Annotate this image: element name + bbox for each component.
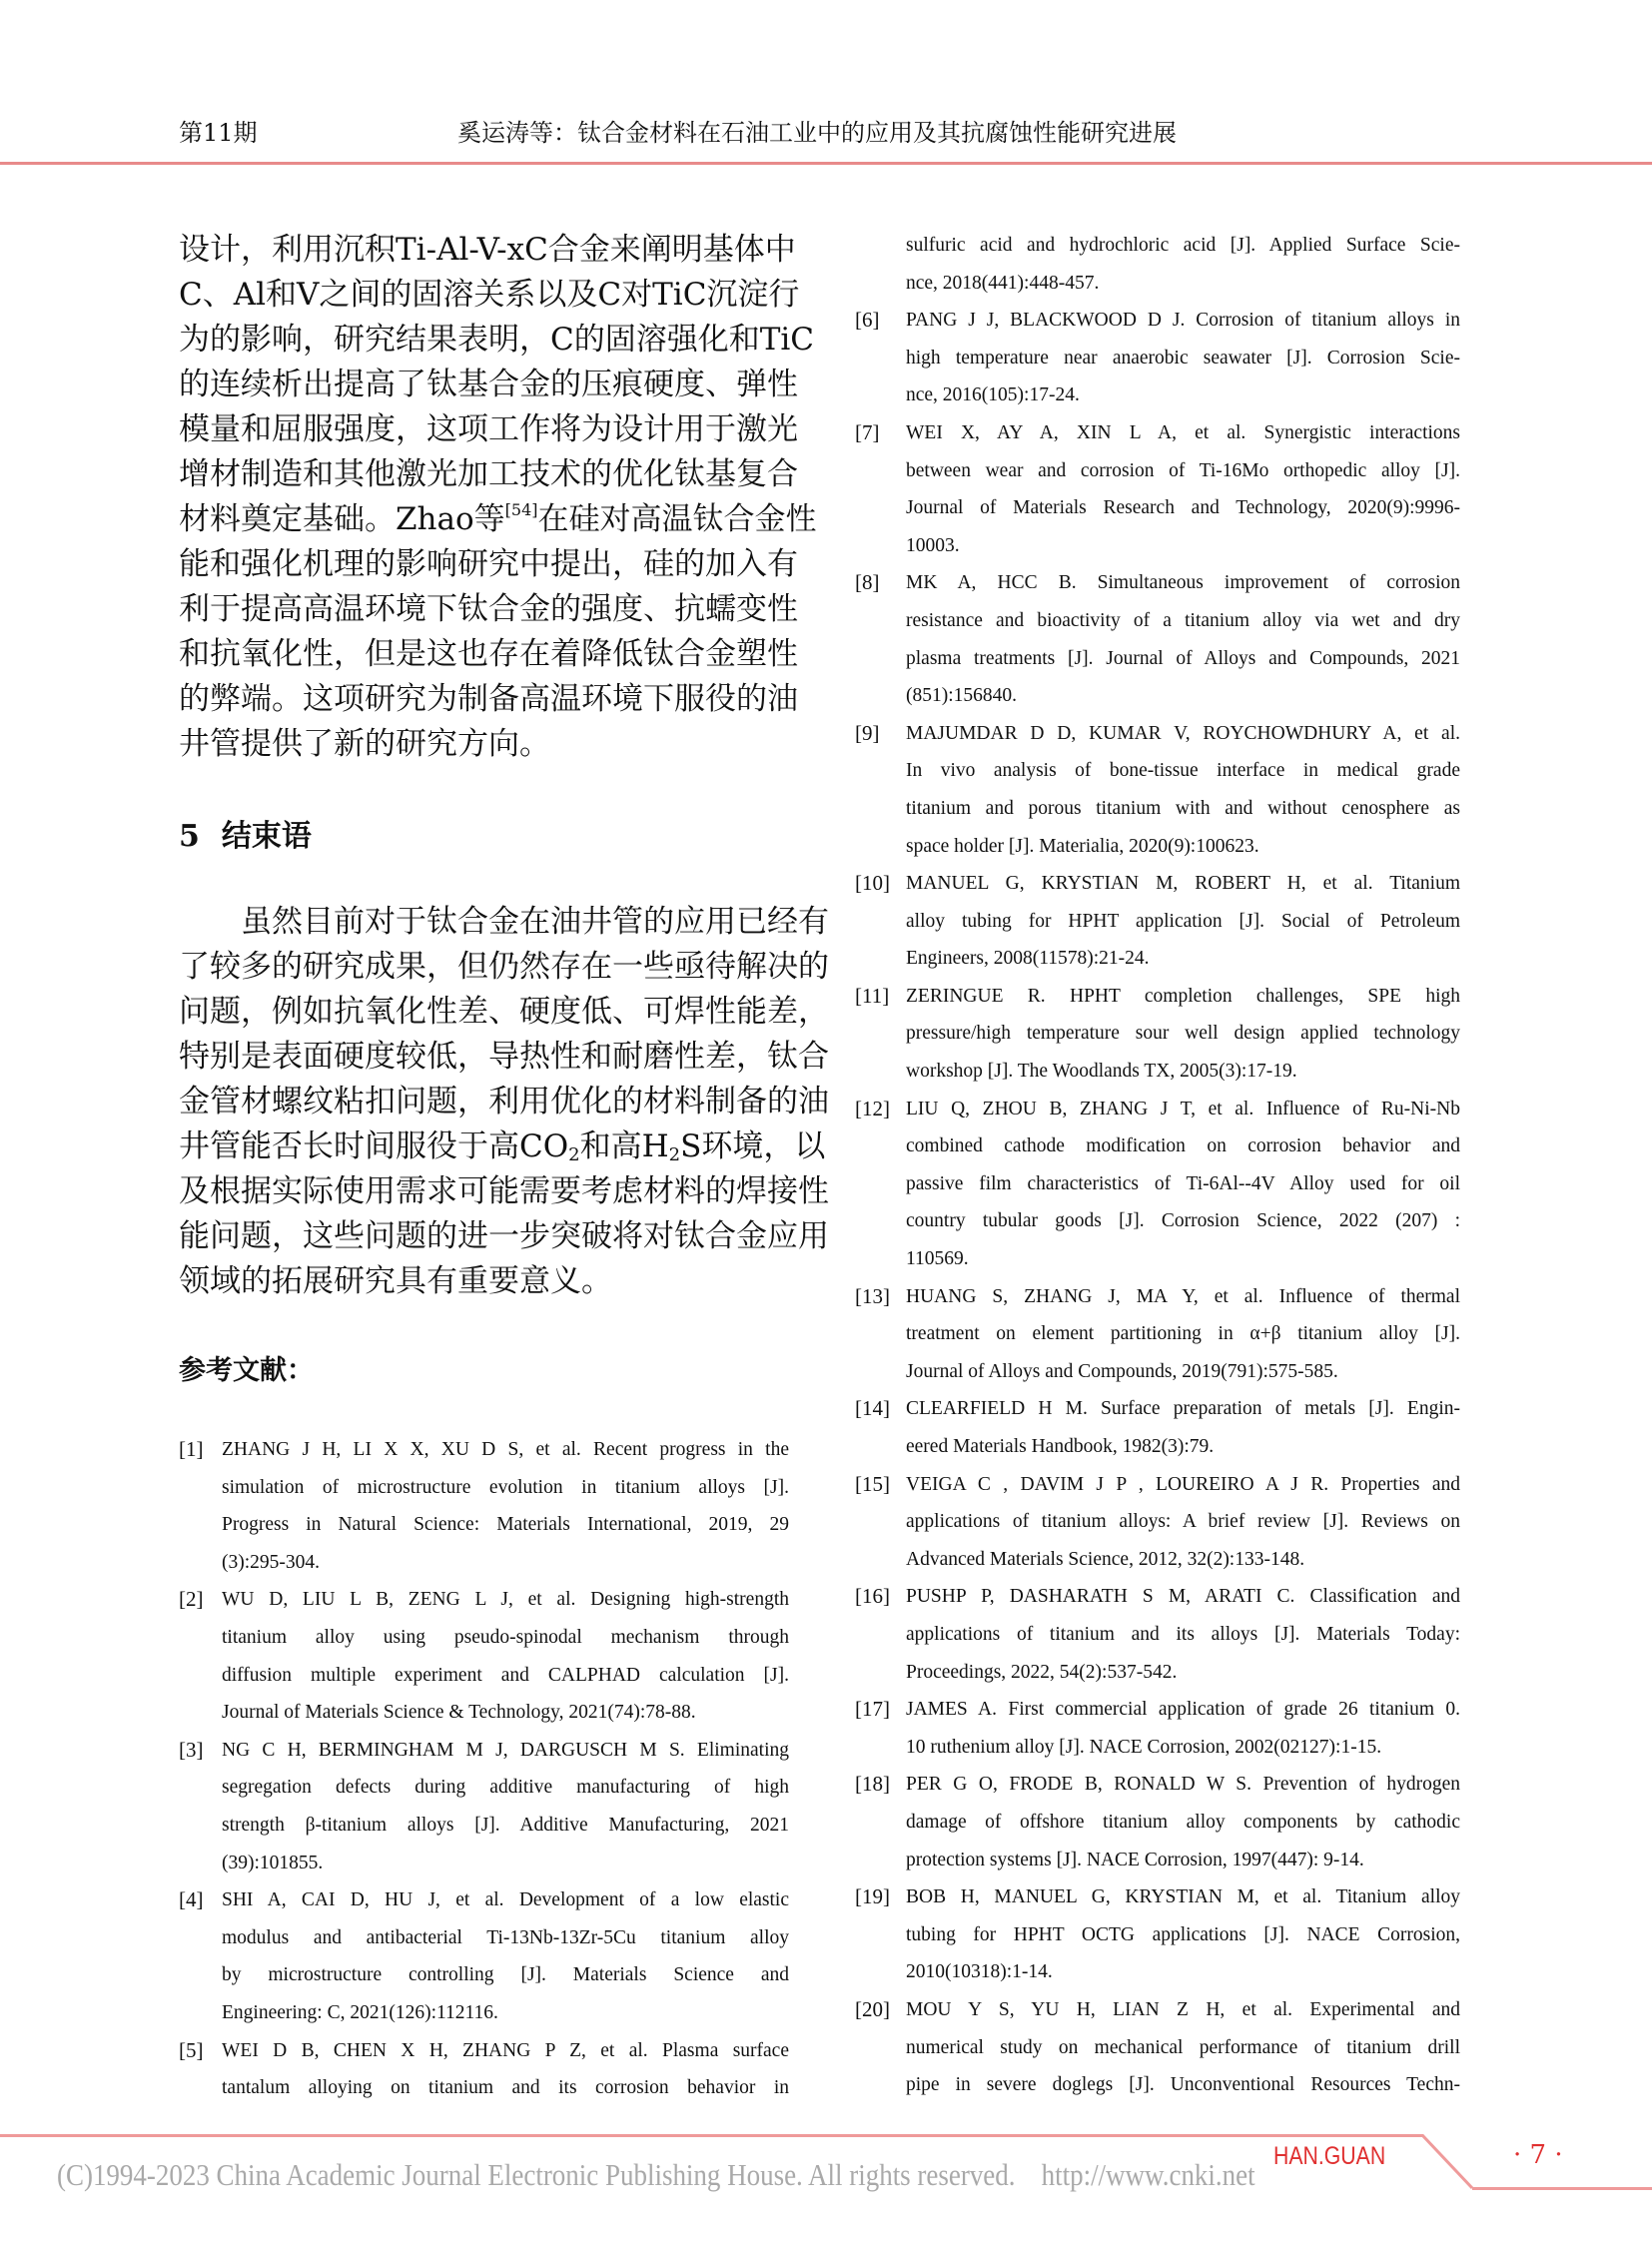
text-segment: 材料奠定基础。Zhao等: [179, 501, 505, 537]
reference-line: WU D, LIU L B, ZENG L J, et al. Designing high-strength: [222, 1589, 789, 1611]
text-line: 增材制造和其他激光加工技术的优化钛基复合: [179, 456, 798, 492]
reference-number: [17]: [855, 1697, 890, 1722]
reference-number: [4]: [179, 1887, 204, 1912]
reference-line: between wear and corrosion of Ti-16Mo orthopedic alloy [J].: [906, 459, 1460, 481]
reference-item: [855, 302, 1460, 414]
reference-line: applications of titanium and its alloys [J]. Materials Today:: [906, 1623, 1460, 1645]
reference-line: treatment on element partitioning in α+β titanium alloy [J].: [906, 1323, 1460, 1345]
footer-divider: [0, 2134, 1423, 2137]
reference-line: nce, 2018(441):448-457.: [906, 272, 1100, 294]
reference-line: Progress in Natural Science: Materials International, 2019, 29: [222, 1514, 789, 1536]
reference-line: LIU Q, ZHOU B, ZHANG J T, et al. Influence of Ru-Ni-Nb: [906, 1098, 1460, 1120]
reference-line: resistance and bioactivity of a titanium alloy via wet and dry: [906, 609, 1460, 631]
section-number: 5: [179, 819, 200, 854]
text-line: 能和强化机理的影响研究中提出，硅的加入有: [179, 546, 798, 582]
reference-line: country tubular goods [J]. Corrosion Science, 2022 (207) :: [906, 1210, 1460, 1232]
text-line: 问题，例如抗氧化性差、硬度低、可焊性能差，: [179, 994, 829, 1030]
reference-line: alloy tubing for HPHT application [J]. Social of Petroleum: [906, 910, 1460, 932]
watermark-logo: HAN.GUAN: [1273, 2142, 1386, 2170]
reference-line: HUANG S, ZHANG J, MA Y, et al. Influence of thermal: [906, 1285, 1460, 1307]
reference-number: [14]: [855, 1396, 890, 1421]
reference-line: VEIGA C , DAVIM J P , LOUREIRO A J R. Properties and: [906, 1473, 1460, 1495]
reference-line: sulfuric acid and hydrochloric acid [J]. Applied Surface Scie-: [906, 235, 1460, 256]
reference-line: Advanced Materials Science, 2012, 32(2):133-148.: [906, 1548, 1305, 1570]
reference-line: MOU Y S, YU H, LIAN Z H, et al. Experimental and: [906, 1998, 1460, 2020]
reference-line: damage of offshore titanium alloy components by cathodic: [906, 1811, 1460, 1833]
running-header-issue: 第11期: [179, 119, 258, 147]
reference-number: [5]: [179, 2037, 204, 2062]
text-line: 的弊端。这项研究为制备高温环境下服役的油: [179, 681, 798, 717]
reference-number: [18]: [855, 1772, 890, 1797]
reference-line: 2010(10318):1-14.: [906, 1961, 1053, 1983]
text-segment: S环境，以: [680, 1128, 826, 1164]
reference-line: titanium and porous titanium with and without cenosphere as: [906, 797, 1460, 819]
reference-line: modulus and antibacterial Ti-13Nb-13Zr-5Cu titanium alloy: [222, 1926, 789, 1948]
references-list-left: [179, 1431, 789, 2107]
reference-number: [7]: [855, 419, 880, 444]
reference-line: ZERINGUE R. HPHT completion challenges, SPE high: [906, 985, 1460, 1007]
text-line: 能问题，这些问题的进一步突破将对钛合金应用: [179, 1218, 829, 1254]
reference-line: combined cathode modification on corrosion behavior and: [906, 1135, 1460, 1157]
reference-number: [3]: [179, 1737, 204, 1762]
text-line: 设计，利用沉积Ti-Al-V-xC合金来阐明基体中: [179, 232, 796, 268]
reference-line: numerical study on mechanical performance of titanium drill: [906, 2036, 1460, 2058]
reference-number: [13]: [855, 1283, 890, 1308]
reference-line: 10003.: [906, 534, 960, 556]
reference-line: Engineers, 2008(11578):21-24.: [906, 948, 1150, 970]
reference-item: [855, 1691, 1460, 1766]
reference-line: nce, 2016(105):17-24.: [906, 384, 1080, 406]
text-line: C、Al和V之间的固溶关系以及C对TiC沉淀行: [179, 277, 800, 313]
text-segment: 在硅对高温钛合金性: [537, 501, 817, 537]
reference-line: diffusion multiple experiment and CALPHAD calculation [J].: [222, 1664, 789, 1686]
reference-number: [2]: [179, 1587, 204, 1612]
reference-line: Journal of Materials Science & Technology, 2021(74):78-88.: [222, 1702, 696, 1724]
reference-line: applications of titanium alloys: A brief review [J]. Reviews on: [906, 1511, 1460, 1533]
text-line: 特别是表面硬度较低，导热性和耐磨性差，钛合: [179, 1039, 829, 1075]
reference-line: WEI D B, CHEN X H, ZHANG P Z, et al. Plasma surface: [222, 2039, 789, 2061]
subscript: 2: [568, 1144, 580, 1165]
reference-line: (851):156840.: [906, 685, 1018, 707]
text-line: 金管材螺纹粘扣问题，利用优化的材料制备的油: [179, 1084, 829, 1120]
reference-line: strength β-titanium alloys [J]. Additive Manufacturing, 2021: [222, 1814, 789, 1836]
running-header-title: 奚运涛等：钛合金材料在石油工业中的应用及其抗腐蚀性能研究进展: [457, 119, 1177, 147]
text-line: 模量和屈服强度，这项工作将为设计用于激光: [179, 411, 798, 447]
text-segment: 和高H: [579, 1128, 669, 1164]
section-title: 结束语: [221, 819, 312, 854]
reference-line: CLEARFIELD H M. Surface preparation of metals [J]. Engin-: [906, 1398, 1460, 1420]
reference-item: [179, 1431, 789, 1581]
reference-line: simulation of microstructure evolution in titanium alloys [J].: [222, 1476, 789, 1498]
conclusion-paragraph: [179, 900, 829, 1304]
reference-line: PER G O, FRODE B, RONALD W S. Prevention of hydrogen: [906, 1774, 1460, 1796]
body-paragraph: [179, 228, 817, 767]
text-line: [179, 497, 817, 542]
reference-line: space holder [J]. Materialia, 2020(9):100623.: [906, 835, 1259, 857]
reference-line: pipe in severe doglegs [J]. Unconventional Resources Techn-: [906, 2074, 1460, 2096]
reference-line: PUSHP P, DASHARATH S M, ARATI C. Classification and: [906, 1586, 1460, 1608]
text-line: 及根据实际使用需求可能需要考虑材料的焊接性: [179, 1173, 829, 1209]
reference-line: tantalum alloying on titanium and its corrosion behavior in: [222, 2077, 789, 2099]
footer-divider-right: [1472, 2187, 1652, 2190]
reference-number: [10]: [855, 871, 890, 896]
text-line: 领域的拓展研究具有重要意义。: [179, 1263, 612, 1299]
reference-item: [855, 227, 1460, 302]
references-list-right: [855, 227, 1460, 2104]
reference-line: eered Materials Handbook, 1982(3):79.: [906, 1436, 1215, 1457]
reference-line: 110569.: [906, 1248, 969, 1270]
text-line: 为的影响，研究结果表明，C的固溶强化和TiC: [179, 322, 815, 358]
references-heading: 参考文献：: [179, 1355, 314, 1386]
reference-line: BOB H, MANUEL G, KRYSTIAN M, et al. Titanium alloy: [906, 1886, 1460, 1908]
reference-item: [855, 978, 1460, 1091]
reference-item: [855, 1091, 1460, 1278]
reference-line: Proceedings, 2022, 54(2):537-542.: [906, 1661, 1178, 1683]
reference-line: Journal of Materials Research and Technology, 2020(9):9996-: [906, 497, 1460, 519]
reference-item: [855, 1390, 1460, 1465]
reference-item: [855, 715, 1460, 865]
reference-item: [179, 2032, 789, 2107]
reference-line: (39):101855.: [222, 1852, 324, 1873]
reference-number: [19]: [855, 1884, 890, 1909]
reference-item: [855, 1991, 1460, 2104]
reference-line: NG C H, BERMINGHAM M J, DARGUSCH M S. Eliminating: [222, 1739, 789, 1761]
reference-item: [855, 1466, 1460, 1579]
text-line: [179, 1124, 826, 1169]
citation-superscript: [54]: [504, 500, 538, 519]
reference-line: JAMES A. First commercial application of grade 26 titanium 0.: [906, 1699, 1460, 1721]
reference-line: by microstructure controlling [J]. Materials Science and: [222, 1964, 789, 1986]
reference-item: [179, 1732, 789, 1881]
reference-item: [855, 1766, 1460, 1878]
cnki-link[interactable]: http://www.cnki.net: [1041, 2157, 1255, 2192]
reference-line: In vivo analysis of bone-tissue interface in medical grade: [906, 760, 1460, 782]
reference-line: 10 ruthenium alloy [J]. NACE Corrosion, 2002(02127):1-15.: [906, 1736, 1382, 1758]
reference-line: pressure/high temperature sour well design applied technology: [906, 1023, 1460, 1045]
reference-line: PANG J J, BLACKWOOD D J. Corrosion of titanium alloys in: [906, 310, 1460, 332]
reference-line: passive film characteristics of Ti-6Al--4V Alloy used for oil: [906, 1172, 1460, 1194]
reference-number: [1]: [179, 1437, 204, 1461]
reference-number: [6]: [855, 308, 880, 333]
reference-line: Journal of Alloys and Compounds, 2019(791):575-585.: [906, 1360, 1338, 1382]
reference-item: [855, 414, 1460, 564]
reference-item: [855, 564, 1460, 714]
reference-line: titanium alloy using pseudo-spinodal mechanism through: [222, 1626, 789, 1648]
reference-line: plasma treatments [J]. Journal of Alloys and Compounds, 2021: [906, 647, 1460, 669]
reference-item: [855, 865, 1460, 978]
text-line: 的连续析出提高了钛基合金的压痕硬度、弹性: [179, 367, 798, 402]
reference-item: [855, 1278, 1460, 1391]
text-line: 利于提高高温环境下钛合金的强度、抗蠕变性: [179, 591, 798, 627]
reference-line: WEI X, AY A, XIN L A, et al. Synergistic interactions: [906, 421, 1460, 443]
reference-line: segregation defects during additive manufacturing of high: [222, 1777, 789, 1799]
reference-number: [20]: [855, 1996, 890, 2021]
text-line: 虽然目前对于钛合金在油井管的应用已经有: [179, 904, 829, 940]
reference-line: ZHANG J H, LI X X, XU D S, et al. Recent progress in the: [222, 1439, 789, 1460]
reference-line: Engineering: C, 2021(126):112116.: [222, 2001, 498, 2023]
reference-line: workshop [J]. The Woodlands TX, 2005(3):17-19.: [906, 1061, 1297, 1083]
reference-number: [8]: [855, 570, 880, 595]
reference-number: [9]: [855, 720, 880, 745]
reference-number: [16]: [855, 1584, 890, 1609]
reference-number: [11]: [855, 983, 890, 1008]
reference-line: protection systems [J]. NACE Corrosion, 1997(447): 9-14.: [906, 1849, 1364, 1870]
subscript: 2: [668, 1144, 681, 1165]
reference-line: tubing for HPHT OCTG applications [J]. NACE Corrosion,: [906, 1923, 1460, 1945]
text-line: 和抗氧化性，但是这也存在着降低钛合金塑性: [179, 636, 798, 672]
text-segment: 井管能否长时间服役于高CO: [179, 1128, 569, 1164]
header-divider: [0, 162, 1652, 165]
reference-line: MAJUMDAR D D, KUMAR V, ROYCHOWDHURY A, et al.: [906, 722, 1460, 744]
reference-item: [179, 1881, 789, 2031]
page-number: · 7 ·: [1513, 2140, 1563, 2170]
reference-number: [15]: [855, 1471, 890, 1496]
reference-number: [12]: [855, 1096, 890, 1120]
text-line: 井管提供了新的研究方向。: [179, 726, 550, 762]
reference-line: high temperature near anaerobic seawater [J]. Corrosion Scie-: [906, 347, 1460, 369]
reference-line: (3):295-304.: [222, 1551, 321, 1573]
reference-item: [179, 1581, 789, 1731]
reference-line: MANUEL G, KRYSTIAN M, ROBERT H, et al. Titanium: [906, 873, 1460, 895]
text-line: 了较多的研究成果，但仍然存在一些亟待解决的: [179, 949, 829, 985]
reference-line: SHI A, CAI D, HU J, et al. Development of a low elastic: [222, 1889, 789, 1911]
reference-item: [855, 1578, 1460, 1691]
copyright-text: (C)1994-2023 China Academic Journal Electronic Publishing House. All rights reserved.: [57, 2157, 1016, 2192]
section-heading: [179, 811, 312, 855]
footer-copyright: [57, 2157, 1255, 2193]
reference-line: MK A, HCC B. Simultaneous improvement of corrosion: [906, 572, 1460, 594]
reference-item: [855, 1878, 1460, 1991]
footer-divider-diagonal: [1418, 2134, 1498, 2194]
